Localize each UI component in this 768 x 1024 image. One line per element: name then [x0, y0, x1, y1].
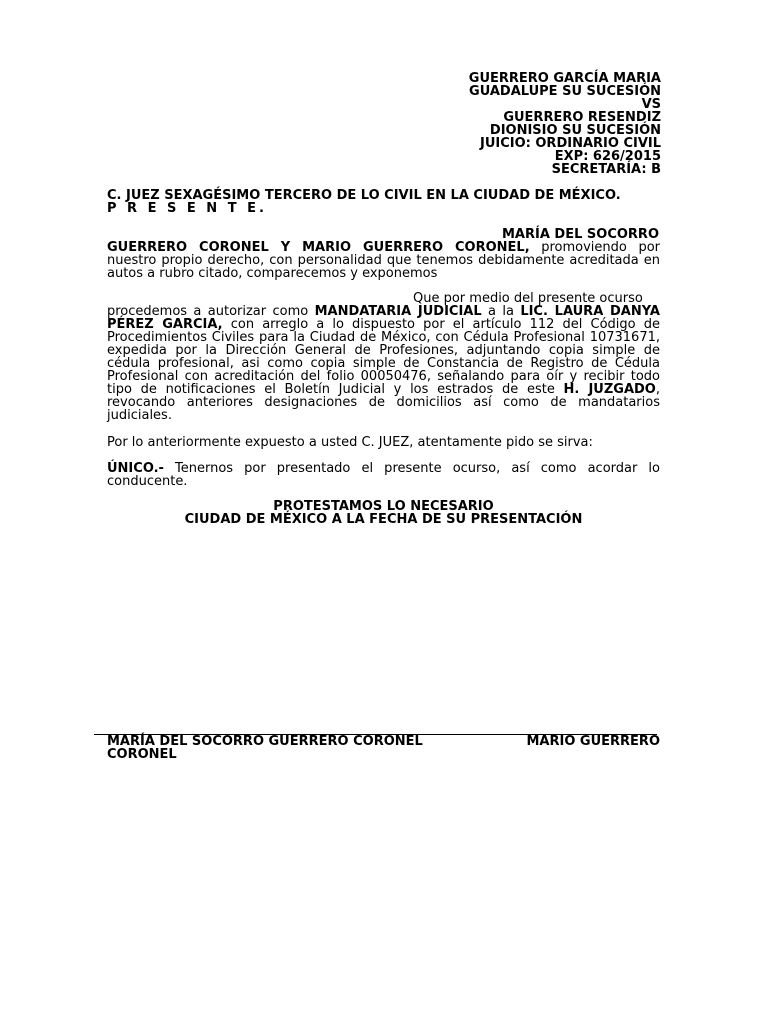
closing-line-2: CIUDAD DE MÉXICO A LA FECHA DE SU PRESENTACIÓN	[184, 512, 583, 527]
authorization-paragraph	[107, 292, 660, 422]
caption-line: GUADALUPE SU SUCESIÓN	[469, 84, 661, 99]
caption-file-number: EXP: 626/2015	[554, 149, 661, 164]
signature-name-right-continued: CORONEL	[107, 747, 177, 762]
auth-bold-lawyer: LIC. LAURA DANYA PÉREZ GARCIA,	[107, 304, 660, 332]
caption-line: VS	[641, 97, 661, 112]
signature-block	[107, 735, 660, 761]
caption-line: DIONISIO SU SUCESIÓN	[489, 123, 661, 138]
addressee	[107, 189, 662, 215]
signature-name-right: MARIO GUERRERO	[526, 734, 660, 749]
caption-line: GUERRERO RESENDIZ	[503, 110, 661, 125]
authorization-lead: Que por medio del presente ocurso	[413, 291, 643, 306]
request-text: Por lo anteriormente expuesto a usted C. JUEZ, atentamente pido se sirva:	[107, 435, 593, 450]
auth-text-1: procedemos a autorizar como	[107, 304, 315, 319]
auth-bold-role: MANDATARIA JUDICIAL	[314, 304, 482, 319]
presente-label: P R E S E N T E.	[107, 201, 267, 216]
petition-text: Tenernos por presentado el presente ocurso, así como acordar lo conducente.	[107, 461, 660, 489]
authorization-body	[107, 305, 660, 422]
judge-title: C. JUEZ SEXAGÉSIMO TERCERO DE LO CIVIL EN LA CIUDAD DE MÉXICO.	[107, 188, 621, 203]
auth-bold-court: H. JUZGADO	[563, 382, 656, 397]
petition-paragraph	[107, 462, 660, 488]
intro-body	[107, 241, 660, 280]
intro-lead: MARÍA DEL SOCORRO	[502, 227, 659, 242]
caption-trial-type: JUICIO: ORDINARIO CIVIL	[480, 136, 661, 151]
auth-text-4: , revocando anteriores designaciones de domicilios así como de mandatarios judiciales.	[107, 382, 660, 423]
petition-lead: ÚNICO.-	[107, 461, 164, 476]
request-paragraph	[107, 436, 660, 449]
intro-text: promoviendo por nuestro propio derecho, con personalidad que tenemos debidamente acreditada en autos a rubro citado, comparecemos y exponemos	[107, 240, 660, 281]
auth-text-3: con arreglo a lo dispuesto por el artículo 112 del Código de Procedimientos Civiles para la Ciudad de México, con Cédula Profesional 10731671, expedida por la Dirección General de Profesiones, adjuntando copia simple de cédula profesional, asi como copia simple de Constancia de Registro de Cédula Profesional con acreditación del folio 00050476, señalando para oír y recibir todo tipo de notificaciones el Boletín Judicial y los estrados de este	[107, 317, 660, 397]
signature-row	[107, 735, 660, 748]
signature-name-left: MARÍA DEL SOCORRO GUERRERO CORONEL	[107, 734, 423, 749]
caption-secretariat: SECRETARÍA: B	[551, 162, 661, 177]
auth-text-2: a la	[481, 304, 521, 319]
closing-block	[107, 500, 660, 526]
closing-line-1: PROTESTAMOS LO NECESARIO	[273, 499, 494, 514]
caption-line: GUERRERO GARCÍA MARIA	[468, 71, 661, 86]
case-caption	[361, 72, 661, 176]
intro-paragraph	[107, 228, 660, 280]
petitioner-names: GUERRERO CORONEL Y MARIO GUERRERO CORONEL,	[107, 240, 530, 255]
